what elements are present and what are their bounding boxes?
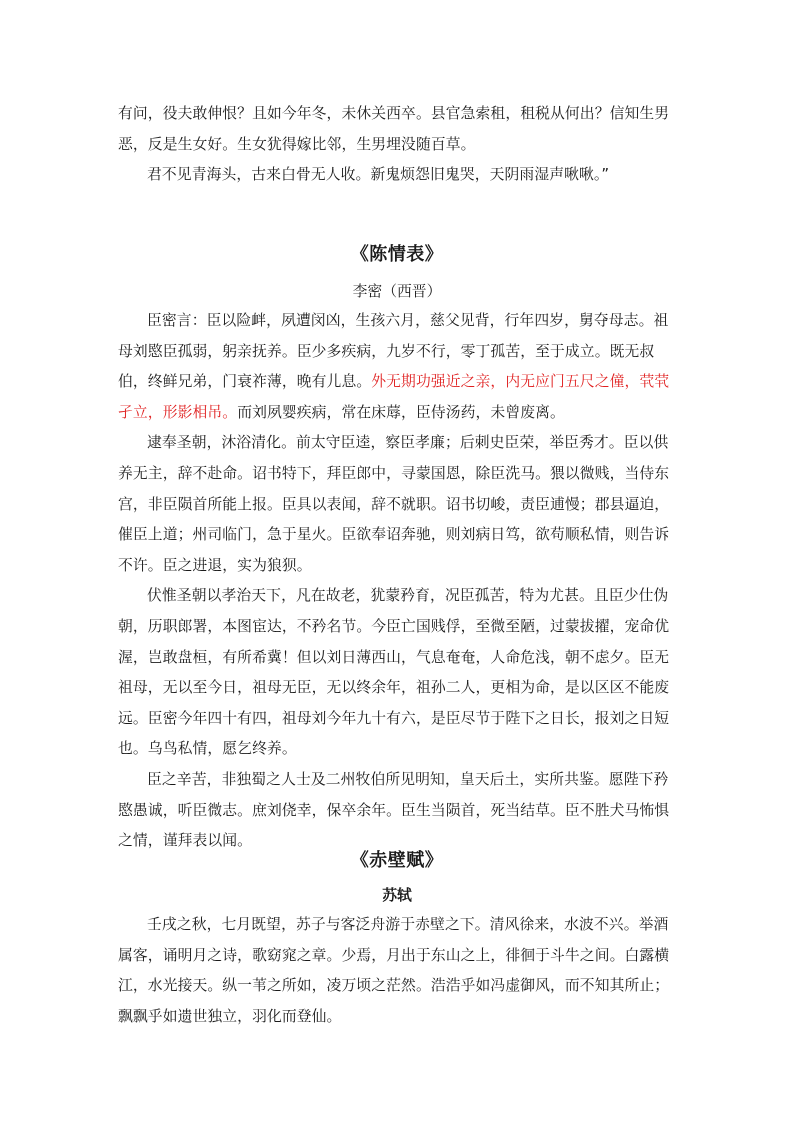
- prev-poem-ending: [118, 99, 680, 191]
- paragraph-text: 臣密言：臣以险衅，夙遭闵凶，生孩六月，慈父见背，行年四岁，舅夺母志。祖母刘愍臣孤弱，躬亲抚养。臣少多疾病，九岁不行，零丁孤苦，至于成立。既无叔伯，终鲜兄弟，门衰祚薄，晚有儿息。: [118, 312, 669, 391]
- chenqingbiao-paragraph-4: 臣之辛苦，非独蜀之人士及二州牧伯所见明知，皇天后土，实所共鉴。愿陛下矜愍愚诚，听臣微志。庶刘侥幸，保卒余年。臣生当陨首，死当结草。臣不胜犬马怖惧之情，谨拜表以闻。: [118, 770, 670, 850]
- section-title-chenqingbiao: 《陈情表》: [350, 244, 444, 265]
- chenqingbiao-body: [118, 306, 680, 857]
- chibifu-paragraph-1: 壬戌之秋，七月既望，苏子与客泛舟游于赤壁之下。清风徐来，水波不兴。举酒属客，诵明月之诗，歌窈窕之章。少焉，月出于东山之上，徘徊于斗牛之间。白露横江，水光接天。纵一苇之所如，凌万顷之茫然。浩浩乎如冯虚御风，而不知其所止；飘飘乎如遗世独立，羽化而登仙。: [118, 916, 670, 1025]
- section-author-chibifu: 苏轼: [382, 887, 412, 904]
- section-author-chenqingbiao: 李密（西晋）: [352, 283, 442, 300]
- highlighted-text: 外无期功强近之亲，内无应门五尺之僮，茕茕孑立，形影相吊。: [118, 373, 670, 421]
- section-title-chibifu: 《赤壁赋》: [350, 850, 444, 871]
- chenqingbiao-paragraph-2: 逮奉圣朝，沐浴清化。前太守臣逵，察臣孝廉；后刺史臣荣，举臣秀才。臣以供养无主，辞不赴命。诏书特下，拜臣郎中，寻蒙国恩，除臣洗马。猥以微贱，当侍东宫，非臣陨首所能上报。臣具以表闻，辞不就职。诏书切峻，责臣逋慢；郡县逼迫，催臣上道；州司临门，急于星火。臣欲奉诏奔驰，则刘病日笃，欲苟顺私情，则告诉不许。臣之进退，实为狼狈。: [118, 434, 670, 574]
- chenqingbiao-paragraph-3: 伏惟圣朝以孝治天下，凡在故老，犹蒙矜育，况臣孤苦，特为尤甚。且臣少仕伪朝，历职郎署，本图宦达，不矜名节。今臣亡国贱俘，至微至陋，过蒙拔擢，宠命优渥，岂敢盘桓，有所希冀！但以刘日薄西山，气息奄奄，人命危浅，朝不虑夕。臣无祖母，无以至今日，祖母无臣，无以终余年，祖孙二人，更相为命，是以区区不能废远。臣密今年四十有四，祖母刘今年九十有六，是臣尽节于陛下之日长，报刘之日短也。乌鸟私情，愿乞终养。: [118, 587, 670, 758]
- paragraph-text: 而刘夙婴疾病，常在床蓐，臣侍汤药，未曾废离。: [237, 403, 565, 421]
- chenqingbiao-paragraph-1: [118, 306, 680, 428]
- prev-poem-line2: 君不见青海头，古来白骨无人收。新鬼烦怨旧鬼哭，天阴雨湿声啾啾。”: [147, 166, 610, 184]
- chibifu-body: [118, 910, 680, 1032]
- prev-poem-line1: 有问，役夫敢伸恨？且如今年冬，未休关西卒。县官急索租，租税从何出？信知生男恶，反是生女好。生女犹得嫁比邻，生男埋没随百草。: [118, 105, 670, 153]
